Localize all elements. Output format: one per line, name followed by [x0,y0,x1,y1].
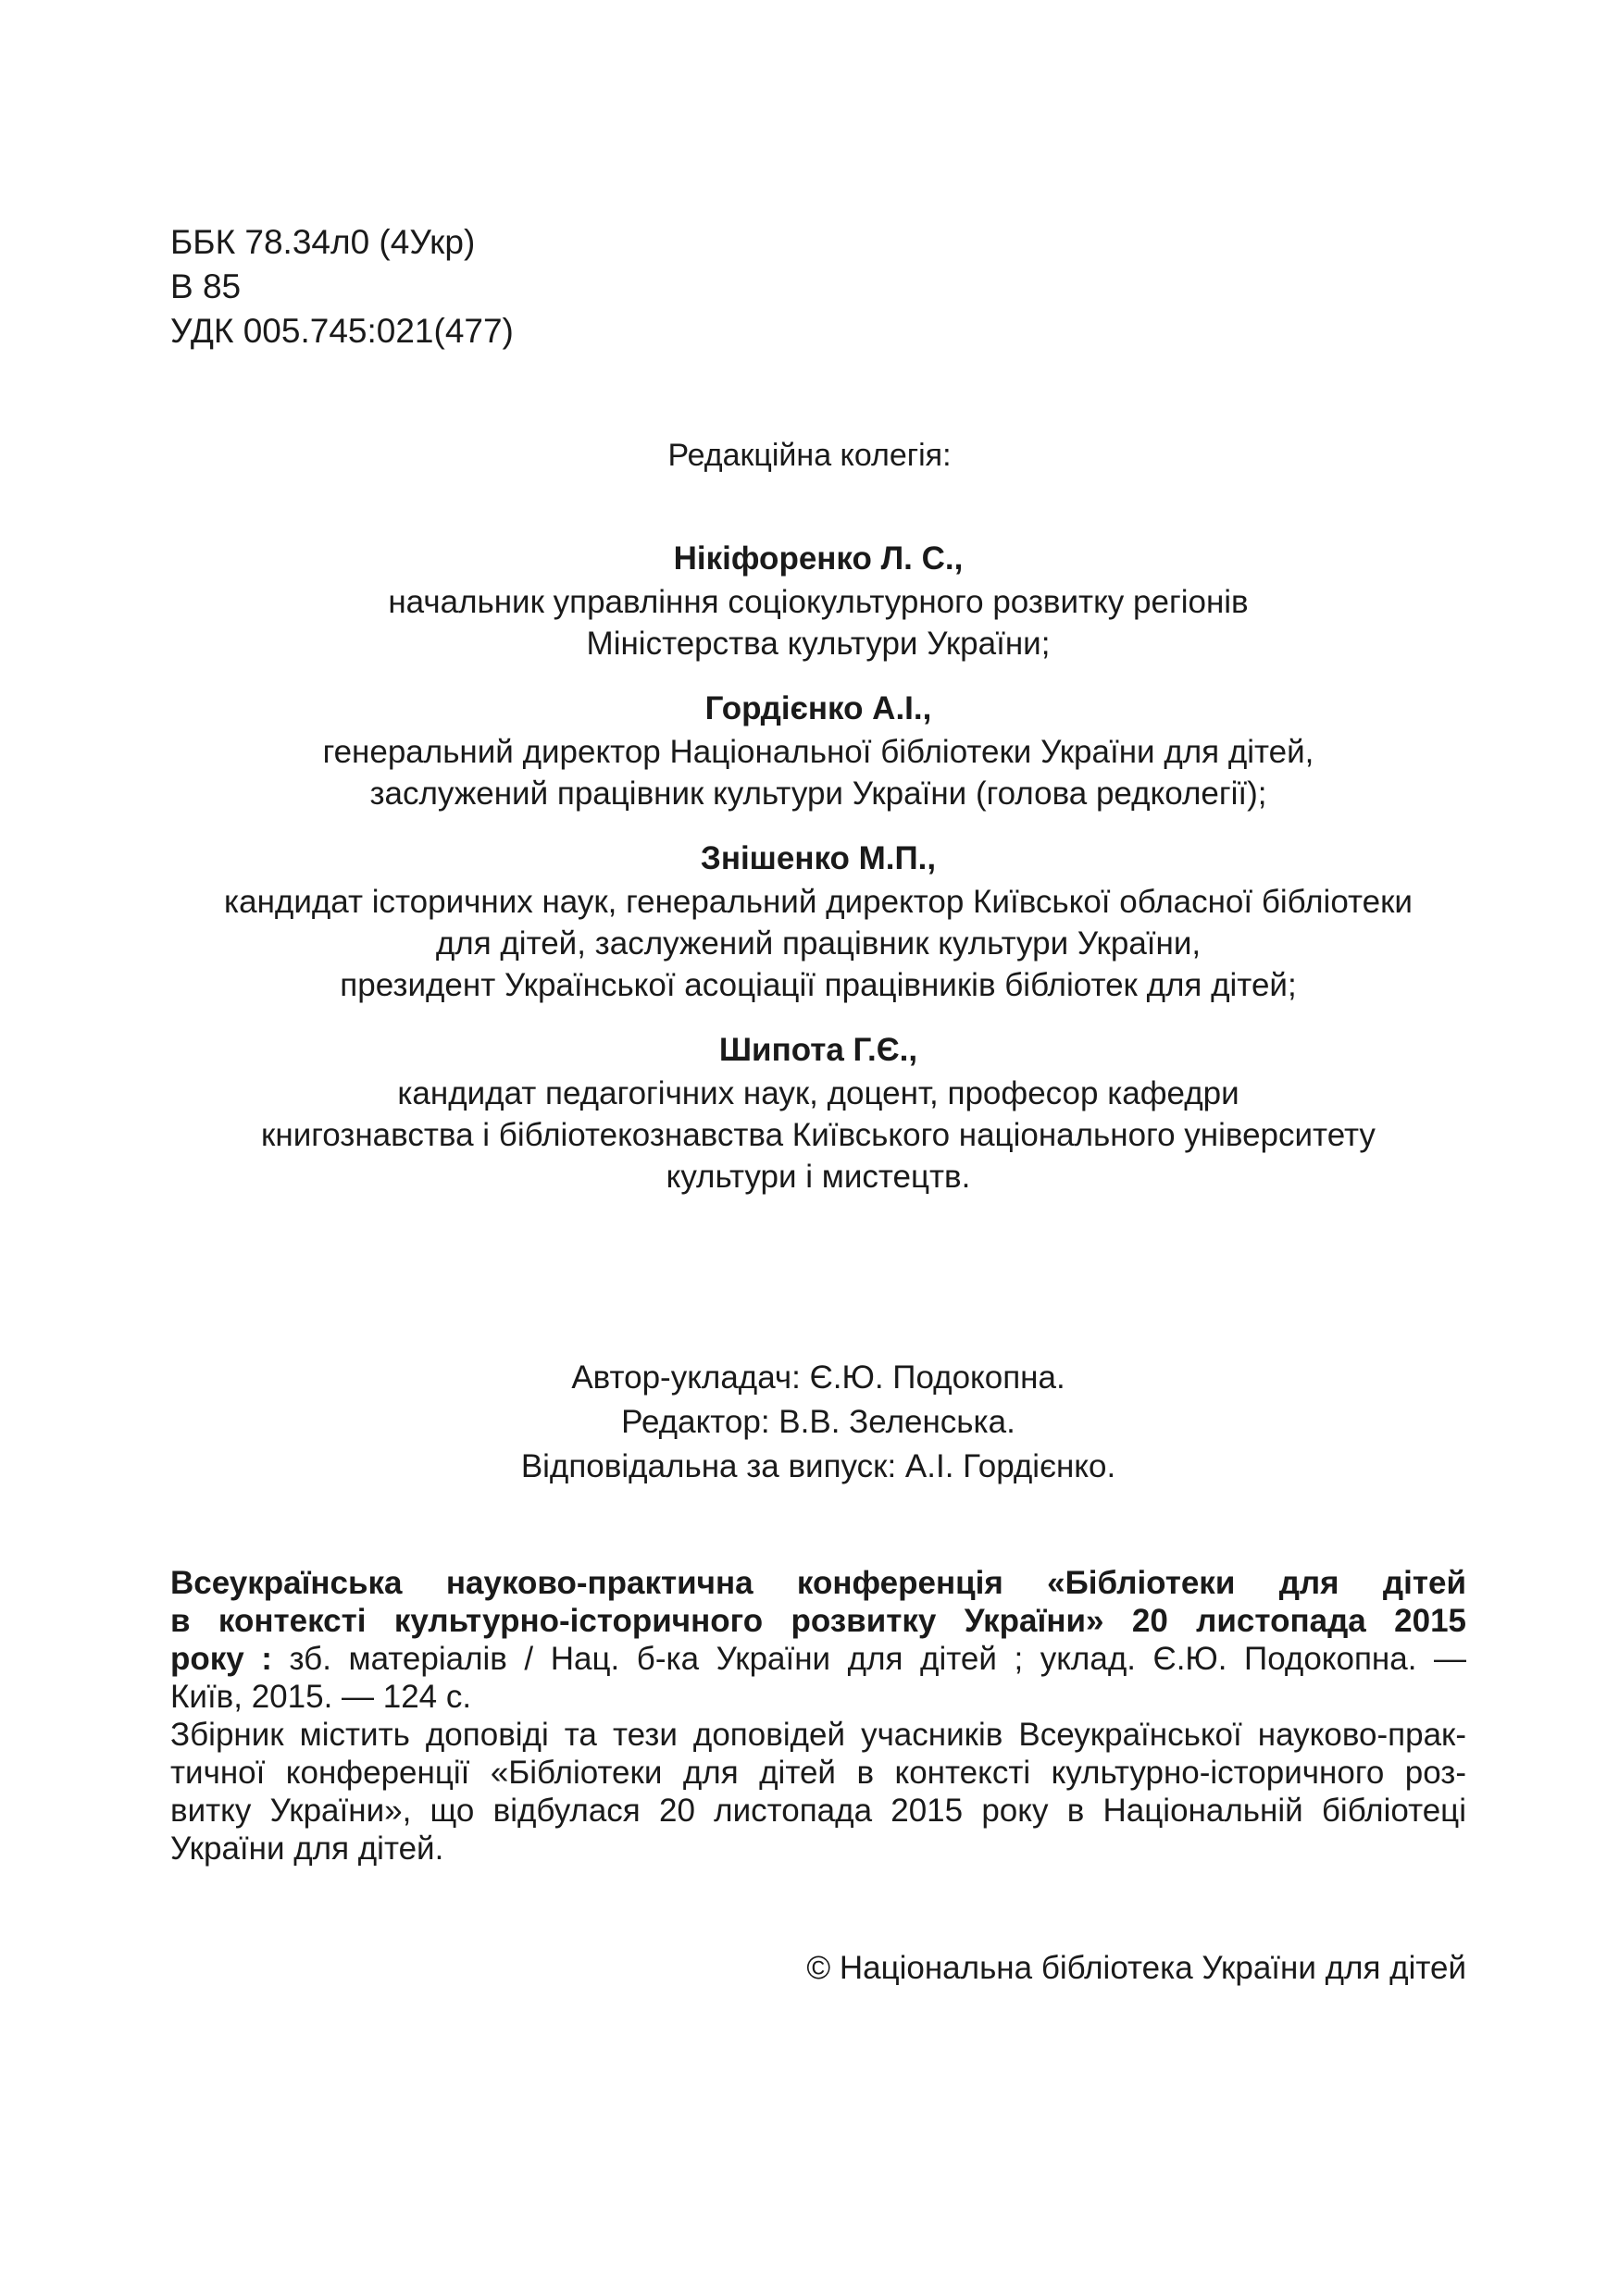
member-description [170,581,1466,664]
member-description-line: заслужений працівник культури України (голова редколегії); [369,776,1267,812]
compiler-credit: Автор-укладач: Є.Ю. Подокопна. [571,1359,1065,1396]
board-member [170,687,1466,814]
annotation-line: тичної конференції «Бібліотеки для дітей в контексті культурно-історичного роз- [170,1755,1466,1791]
member-name: Нікіфоренко Л. С., [673,540,964,577]
copyright-notice: © Національна бібліотека України для дітей [806,1950,1466,1986]
bib-imprint-text: зб. матеріалів / Нац. б-ка України для дітей ; уклад. Є.Ю. Подокопна. — [271,1641,1466,1677]
member-description-line: Міністерства культури України; [586,626,1051,662]
editorial-board-list [170,537,1466,1220]
responsible-credit: Відповідальна за випуск: А.І. Гордієнко. [520,1448,1116,1484]
bib-title-text: в контексті культурно-історичного розвитку України» 20 листопада 2015 [170,1603,1466,1639]
member-description [170,881,1466,1006]
author-mark: В 85 [170,267,242,305]
bib-title-line [170,1640,1466,1678]
member-description [170,1073,1466,1198]
bib-title-line [170,1564,1466,1602]
annotation-line: витку України», що відбулася 20 листопада 2015 року в Національній бібліотеці [170,1793,1466,1829]
credits-block [170,1356,1466,1489]
member-description-line: генеральний директор Національної бібліотеки України для дітей, [322,734,1314,770]
member-name: Шипота Г.Є., [718,1032,918,1068]
member-description-line: кандидат історичних наук, генеральний директор Київської обласної бібліотеки [224,884,1413,920]
editor-credit: Редактор: В.В. Зеленська. [621,1404,1015,1440]
board-member [170,1028,1466,1198]
bbk-code: ББК 78.34л0 (4Укр) [170,223,476,261]
bibliographic-record [170,1564,1466,1868]
annotation-line: Збірник містить доповіді та тези доповідей учасників Всеукраїнської науково-прак- [170,1717,1466,1753]
bib-title-line [170,1602,1466,1640]
classification-block [170,220,514,354]
member-description-line: культури і мистецтв. [666,1159,971,1195]
member-description [170,731,1466,814]
member-name: Знішенко М.П., [700,840,937,876]
member-description-line: кандидат педагогічних наук, доцент, професор кафедри [397,1075,1239,1111]
member-description-line: для дітей, заслужений працівник культури України, [435,925,1202,962]
member-name: Гордієнко А.І., [704,690,932,726]
bib-title-text: Всеукраїнська науково-практична конференція «Бібліотеки для дітей [170,1565,1466,1601]
member-description-line: президент Української асоціації працівників бібліотек для дітей; [340,967,1297,1003]
member-description-line: начальник управління соціокультурного розвитку регіонів [388,584,1249,620]
udk-code: УДК 005.745:021(477) [170,312,514,350]
editorial-board-heading: Редакційна колегія: [667,438,952,473]
board-member [170,837,1466,1006]
bib-title-text: року : [170,1641,272,1677]
member-description-line: книгознавства і бібліотекознавства Київського національного університету [261,1117,1376,1153]
annotation-line: України для дітей. [170,1831,444,1867]
board-member [170,537,1466,664]
bib-imprint-line: Київ, 2015. — 124 с. [170,1679,472,1715]
